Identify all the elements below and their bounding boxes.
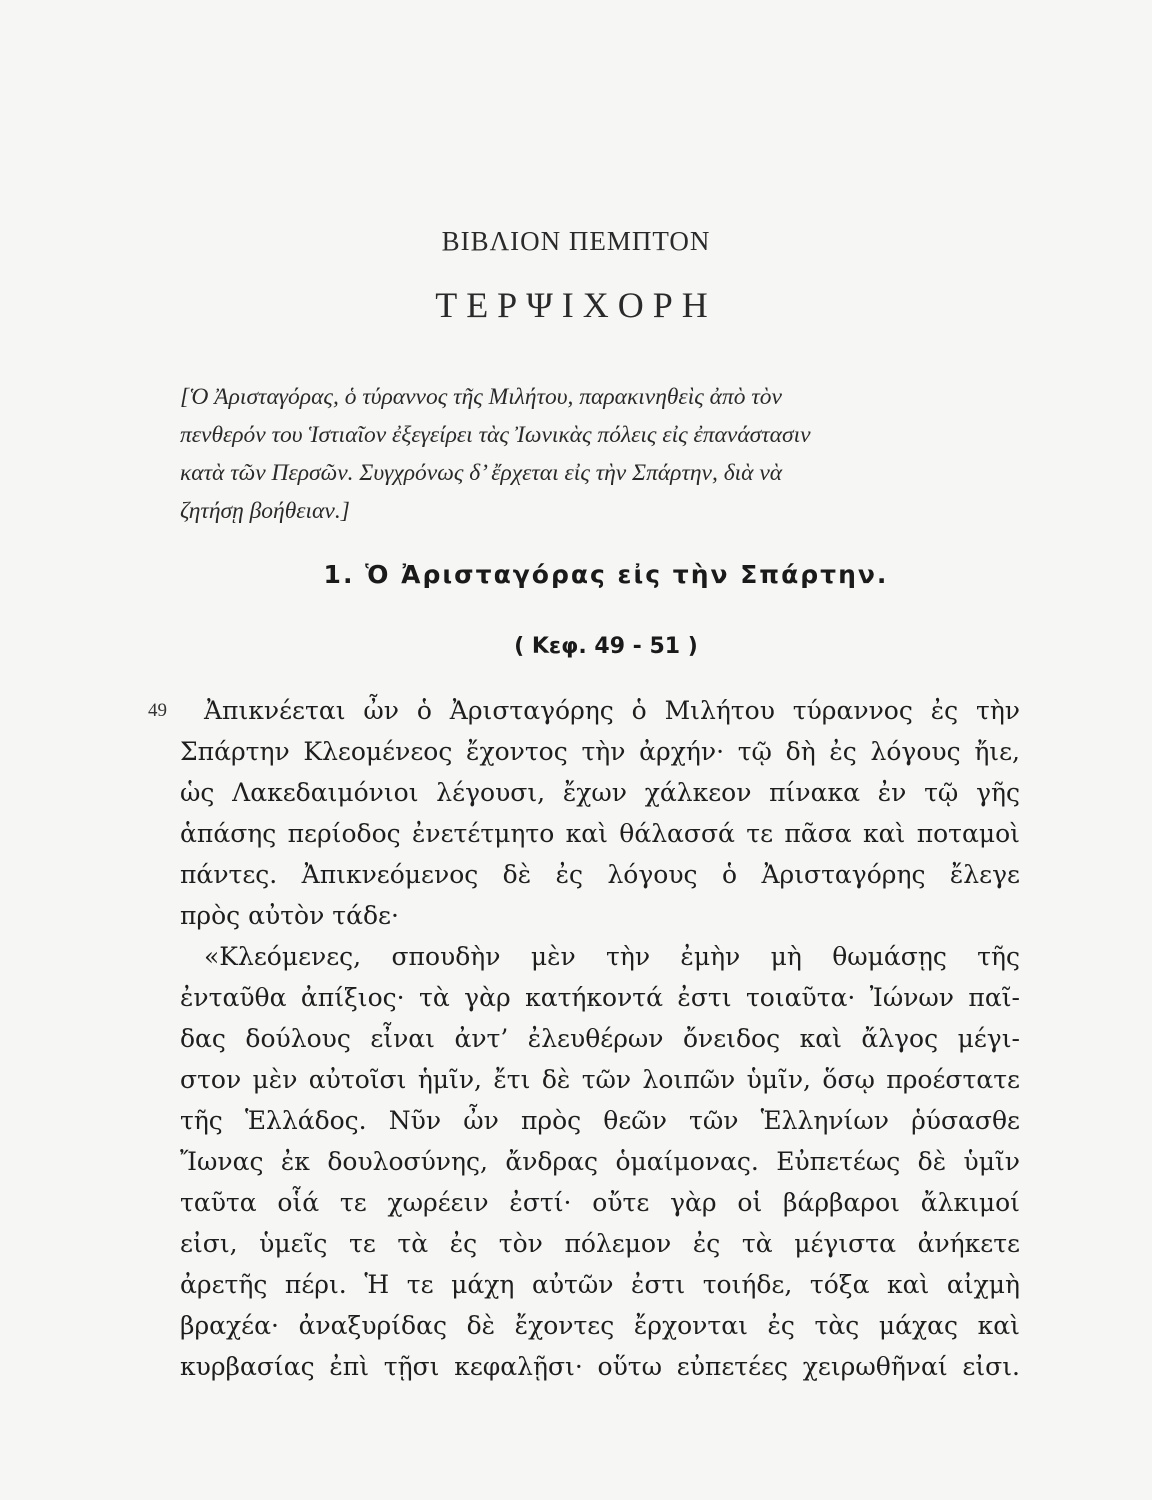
text-line: ταῦτα οἷά τε χωρέειν ἐστί· οὔτε γὰρ οἱ βάρβαροι ἄλκιμοί — [180, 1188, 1020, 1217]
text-line: πάντες. Ἀπικνεόμενος δὲ ἐς λόγους ὁ Ἀρισταγόρης ἔλεγε — [180, 860, 1020, 889]
chapter-range: ( Κεφ. 49 - 51 ) — [514, 634, 698, 659]
chapter-number: 49 — [148, 700, 167, 721]
text-line: ἐνταῦθα ἀπίξιος· τὰ γὰρ κατήκοντά ἐστι τοιαῦτα· Ἰώνων παῖ- — [180, 983, 1020, 1012]
text-line: κυρβασίας ἐπὶ τῇσι κεφαλῇσι· οὕτω εὐπετέες χειρωθῆναί εἰσι. — [180, 1352, 1020, 1381]
text-line: Σπάρτην Κλεομένεος ἔχοντος τὴν ἀρχήν· τῷ δὴ ἐς λόγους ἤιε, — [180, 737, 1020, 766]
summary-line: πενθερόν του Ἱστιαῖον ἐξεγείρει τὰς Ἰωνικὰς πόλεις εἰς ἐπανάστασιν — [180, 422, 811, 448]
summary-line: κατὰ τῶν Περσῶν. Συγχρόνως δ’ ἔρχεται εἰς τὴν Σπάρτην, διὰ νὰ — [180, 460, 783, 486]
text-line: Ἴωνας ἐκ δουλοσύνης, ἄνδρας ὁμαίμονας. Εὐπετέως δὲ ὑμῖν — [180, 1147, 1020, 1176]
section-heading: 1. Ὁ Ἀρισταγόρας εἰς τὴν Σπάρτην. — [323, 560, 889, 589]
greek-text-body — [180, 690, 1020, 1387]
text-line: «Κλεόμενες, σπουδὴν μὲν τὴν ἐμὴν μὴ θωμάσῃς τῆς — [204, 942, 1020, 971]
chapter-summary — [180, 378, 980, 530]
book-title: ΒΙΒΛΙΟΝ ΠΕΜΠΤΟΝ — [441, 226, 711, 256]
text-line: Ἀπικνέεται ὦν ὁ Ἀρισταγόρης ὁ Μιλήτου τύραννος ἐς τὴν — [204, 696, 1020, 725]
text-line: ἁπάσης περίοδος ἐνετέτμητο καὶ θάλασσά τε πᾶσα καὶ ποταμοὶ — [180, 819, 1020, 848]
text-line: ὡς Λακεδαιμόνιοι λέγουσι, ἔχων χάλκεον πίνακα ἐν τῷ γῆς — [180, 778, 1020, 807]
text-line: δας δούλους εἶναι ἀντ’ ἐλευθέρων ὄνειδος καὶ ἄλγος μέγι- — [180, 1024, 1020, 1053]
summary-line: [Ὁ Ἀρισταγόρας, ὁ τύραννος τῆς Μιλήτου, παρακινηθεὶς ἀπὸ τὸν — [180, 384, 782, 410]
muse-title: ΤΕΡΨΙΧΟΡΗ — [435, 285, 717, 325]
text-line: στον μὲν αὐτοῖσι ἡμῖν, ἔτι δὲ τῶν λοιπῶν ὑμῖν, ὅσῳ προέστατε — [180, 1065, 1020, 1094]
text-line: πρὸς αὐτὸν τάδε· — [180, 901, 399, 930]
summary-line: ζητήσῃ βοήθειαν.] — [180, 498, 350, 524]
text-line: βραχέα· ἀναξυρίδας δὲ ἔχοντες ἔρχονται ἐς τὰς μάχας καὶ — [180, 1311, 1020, 1340]
text-line: τῆς Ἑλλάδος. Νῦν ὦν πρὸς θεῶν τῶν Ἑλληνίων ῥύσασθε — [180, 1106, 1020, 1135]
text-line: εἰσι, ὑμεῖς τε τὰ ἐς τὸν πόλεμον ἐς τὰ μέγιστα ἀνήκετε — [180, 1229, 1020, 1258]
text-line: ἀρετῆς πέρι. Ἡ τε μάχη αὐτῶν ἐστι τοιήδε, τόξα καὶ αἰχμὴ — [180, 1270, 1020, 1299]
